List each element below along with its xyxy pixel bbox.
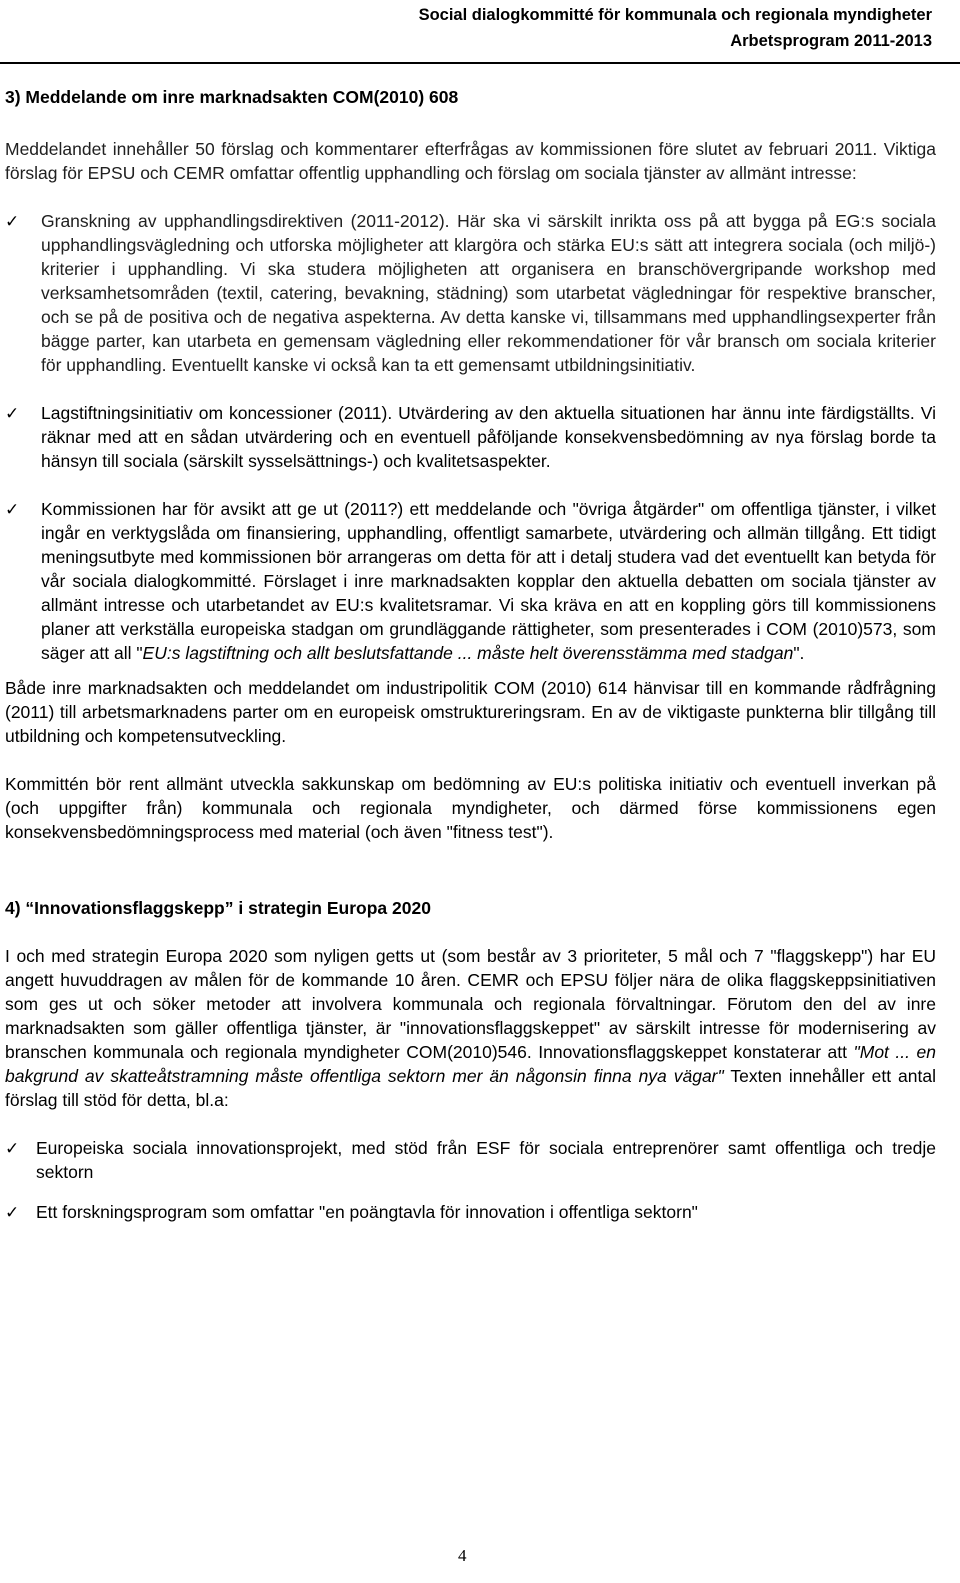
section-3-checklist	[5, 209, 936, 665]
bullet-body: Ett forskningsprogram som omfattar "en poängtavla för innovation i offentliga sektorn"	[36, 1202, 698, 1222]
section-3-intro: Meddelandet innehåller 50 förslag och kommentarer efterfrågas av kommissionen före slutet av februari 2011. Viktiga förslag för EPSU och CEMR omfattar offentlig upphandling och förslag om sociala tjänster av allmänt intresse:	[5, 139, 936, 183]
bullet-body: Europeiska sociala innovationsprojekt, med stöd från ESF för sociala entreprenörer samt offentliga och tredje sektorn	[36, 1138, 936, 1182]
section-3-paragraph-industrial-policy: Både inre marknadsakten och meddelandet om industripolitik COM (2010) 614 hänvisar till en kommande rådfrågning (2011) till arbetsmarknadens parter om en europeisk omstruktureringsram. En av de viktigaste punkterna blir tillgång till utbildning och kompetensutveckling.	[5, 678, 936, 746]
section-4-text-end: Texten innehåller ett antal förslag till stöd för detta, bl.a:	[5, 1066, 936, 1110]
checkmark-icon: ✓	[5, 500, 20, 519]
checkmark-icon: ✓	[5, 1139, 20, 1158]
bullet-body: Här ska vi särskilt inrikta oss på att bygga på EG:s sociala upphandlingsvägledning och utforska möjligheter att klargöra och stärka EU:s sätt att integrera sociala (och miljö-) kriterier i upphandling. Vi ska studera möjligheten att organisera en branschövergripande workshop med verksamhetsområden (textil, catering, bevakning, städning) som utarbetat vägledningar för respektive branscher, och se på de positiva och de negativa aspekterna. Av detta kanske vi, tillsammans med upphandlingsexperter från bägge parter, kan utarbeta en gemensam vägledning eller rekommendationer för vår bransch om sociala kriterier för upphandling. Eventuellt kanske vi också kan ta ett gemensamt utbildningsinitiativ.	[41, 211, 936, 375]
checkmark-icon: ✓	[5, 1203, 20, 1222]
checkmark-icon: ✓	[5, 212, 20, 231]
bullet-end: ".	[793, 643, 805, 663]
innovation-quote: "Mot ... en bakgrund av skatteåtstramning måste offentliga sektorn mer än någonsin finna nya vägar"	[5, 1042, 936, 1086]
header-committee-title: Social dialogkommitté för kommunala och regionala myndigheter	[418, 6, 932, 24]
checklist-item	[5, 1136, 936, 1184]
charter-quote: EU:s lagstiftning och allt beslutsfattande ... måste helt överensstämma med stadgan	[142, 643, 794, 663]
page-body	[5, 85, 936, 1224]
section-4-paragraph	[5, 944, 936, 1112]
section-4-checklist	[5, 1136, 936, 1224]
checklist-item	[5, 1200, 936, 1224]
section-4-text: I och med strategin Europa 2020 som nyligen getts ut (som består av 3 prioriteter, 5 mål och 7 "flaggskepp") har EU angett huvuddragen av målen för de kommande 10 åren. CEMR och EPSU följer nära de olika flaggskeppsinitiativen som ges ut och söker metoder att involvera kommunala och regionala förvaltningar. Förutom den del av inre marknadsakten som gäller offentliga tjänster, är "innovationsflaggskeppet" av särskilt intresse för modernisering av branschen kommunala och regionala myndigheter COM(2010)546. Innovationsflaggskeppet konstaterar att	[5, 946, 936, 1062]
document-header	[419, 2, 932, 54]
bullet-body: Lagstiftningsinitiativ om koncessioner (2011). Utvärdering av den aktuella situationen har ännu inte färdigställts. Vi räknar med att en sådan utvärdering och en eventuell påföljande konsekvensbedömning av nya förslag borde ta hänsyn till sociala (särskilt sysselsättnings-) och kvalitetsaspekter.	[41, 403, 936, 471]
bullet-lead: Granskning av upphandlingsdirektiven (2011-2012).	[41, 211, 450, 231]
section-4-heading: 4) “Innovationsflaggskepp” i strategin Europa 2020	[5, 898, 431, 918]
checkmark-icon: ✓	[5, 404, 20, 423]
section-3-paragraph-expertise: Kommittén bör rent allmänt utveckla sakkunskap om bedömning av EU:s politiska initiativ och eventuell inverkan på (och uppgifter från) kommunala och regionala myndigheter, och därmed förse kommissionens egen konsekvensbedömningsprocess med material (och även "fitness test").	[5, 774, 936, 842]
bullet-body: Kommissionen har för avsikt att ge ut (2011?) ett meddelande och "övriga åtgärder" om offentliga tjänster, i vilket ingår en verktygslåda om finansiering, upphandling, offentligt samarbete, utvärdering och allmän tillgång. Ett tidigt meningsutbyte med kommissionen bör arrangeras om detta för att i detalj studera vad det eventuellt kan betyda för vår sociala dialogkommitté. Förslaget i inre marknadsakten kopplar den aktuella debatten om sociala tjänster av allmänt intresse och utarbetandet av EU:s kvalitetsramar. Vi ska kräva en att en koppling görs till kommissionens planer att verkställa europeiska stadgan om grundläggande rättigheter, som presenterades i COM (2010)573, som säger att all "	[41, 499, 936, 663]
checklist-item	[5, 497, 936, 665]
header-program-title: Arbetsprogram 2011-2013	[730, 32, 932, 50]
checklist-item	[5, 401, 936, 473]
checklist-item	[5, 209, 936, 377]
header-rule	[0, 62, 960, 64]
page-number: 4	[458, 1546, 467, 1565]
section-3-heading: 3) Meddelande om inre marknadsakten COM(2010) 608	[5, 87, 459, 107]
